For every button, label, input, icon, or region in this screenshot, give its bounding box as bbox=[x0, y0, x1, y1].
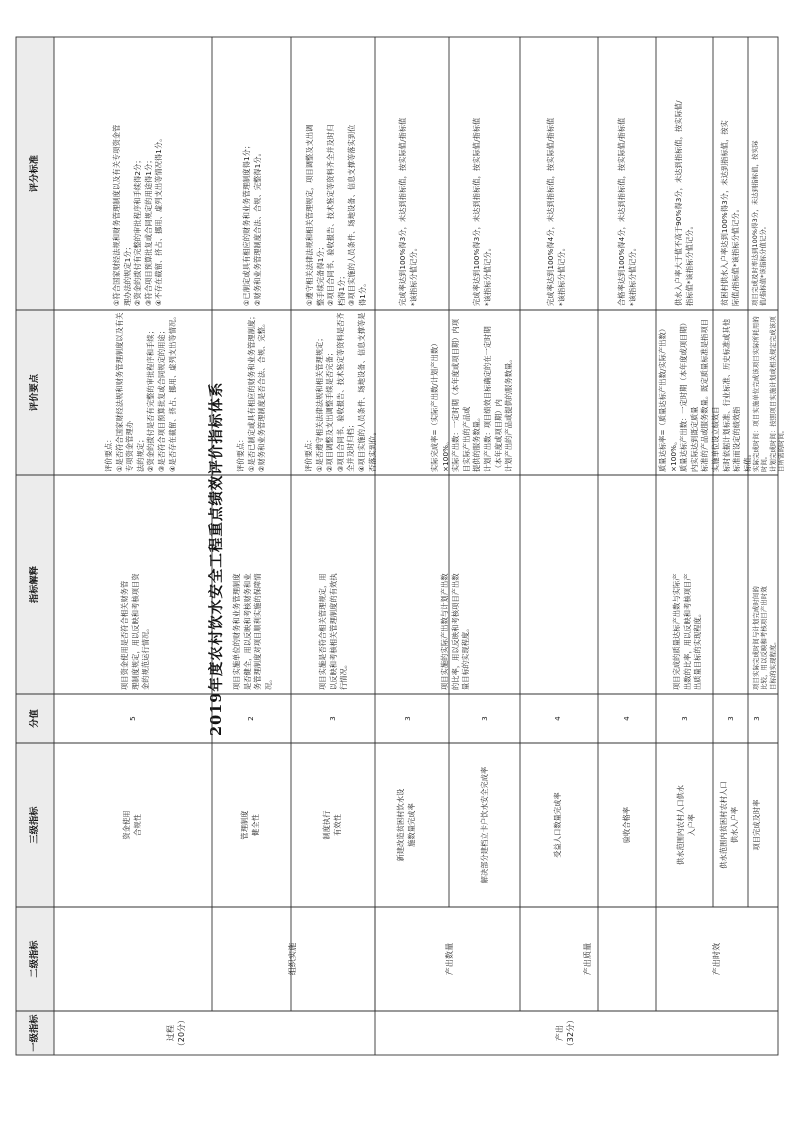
row-standard: ①已制定或具有相应的财务和业务管理制度得1分； ②财务和业务管理制度合法、合规、完整得1分。 bbox=[242, 141, 262, 306]
row-standard: 供水入户率大于值不高于90%得3分，未达到指标值，按实际值/ 指标值*该指标分值记分。 bbox=[674, 100, 694, 306]
row-score: 3 bbox=[328, 716, 337, 721]
document-title: 2019年度农村饮水安全工程重点绩效评价指标体系 bbox=[208, 381, 225, 736]
row-score: 5 bbox=[128, 716, 137, 721]
level2-output-quality: 产出质量 bbox=[583, 942, 592, 976]
row-standard: 完成率达到100%得3分，未达到指标值，按实际值/指标值 *该指标分值记分。 bbox=[472, 117, 492, 306]
header-level1: 一级指标 bbox=[29, 1014, 40, 1052]
row-l3: 管理制度 健全性 bbox=[240, 810, 260, 840]
header-score: 分值 bbox=[29, 709, 40, 728]
level1-output: 产出 （32分） bbox=[555, 1015, 575, 1051]
row-points: 实际完成时间：项目实施单位完成该项目实际所耗用的时间。 计划完成时间：按照项目实施计划或相关规定完成该项目所需的时间。 bbox=[752, 316, 786, 472]
level2-output-quantity: 产出数量 bbox=[445, 942, 454, 976]
header-scoring-standard: 评分标准 bbox=[29, 154, 40, 193]
row-score: 3 bbox=[403, 716, 412, 721]
level2-output-timeliness: 产出时效 bbox=[712, 942, 721, 976]
header-evaluation-points: 评价要点 bbox=[29, 373, 40, 412]
row-score: 3 bbox=[752, 716, 761, 721]
row-score: 4 bbox=[553, 716, 562, 721]
row-l3: 资金使用 合规性 bbox=[122, 810, 142, 840]
level2-organization: 组织实施 bbox=[288, 942, 297, 976]
row-l3: 制度执行 有效性 bbox=[322, 810, 342, 840]
row-standard: 合格率达到100%得4分，未达到指标值，按实际值/指标值 *该指标分值记分。 bbox=[617, 117, 637, 306]
row-points: 评价要点： ①是否符合国家财经法规和财务管理制度以及有关专项资金管理办 法的规定； ②资金的拨付是否有完整的审批程序和手续； ③是否符合项目预算批复或合同规定的用途； ④是否存在截留、挤占、挪用、虚列支出等情况。 bbox=[104, 312, 177, 472]
level1-process: 过程 （20分） bbox=[166, 1015, 186, 1051]
row-l3: 项目完成及时率 bbox=[752, 799, 761, 851]
row-l3: 解决部分建档立卡户饮水安全完成率 bbox=[480, 766, 489, 884]
row-standard: 项目完成及时率达到100%得3分，未达到指标值，按实际 值/指标值*该指标分值记分。 bbox=[751, 140, 768, 306]
row-score: 2 bbox=[246, 716, 255, 721]
row-l3: 受益人口数量完成率 bbox=[553, 792, 562, 858]
row-standard: ①符合国家财经法规和财务管理制度以及有关专项资金管 理办法的规定1分； ②资金的拨付有完整的审批程序和手续得2分； ③符合项目预算批复或合同规定的用途得1分； ④不存在截留、挤占、挪用、虚列支出等情况得1分。 bbox=[112, 124, 164, 306]
header-explanation: 指标解释 bbox=[29, 565, 40, 604]
row-explanation: 项目实施单位的财务和业务管理制度 是否健全，用以反映和考核财务和业 务管理制度对项目顺利实施的保障情 况。 bbox=[232, 573, 273, 690]
header-level2: 二级指标 bbox=[29, 940, 40, 978]
row-l3: 供水范围内贫困村农村人口 供水入户率 bbox=[719, 781, 739, 869]
row-points: 实际完成率=（实际产出数/计划产出数）×100%。 实际产出数：一定时期（本年度或项目期）内项目实际产出的产品或 提供的服务数量。 计划产出数：项目绩效目标确定的在一定时期（本年度或项目期）内 计划产出的产品或提供的服务数量。 bbox=[430, 318, 514, 472]
row-standard: 完成率达到100%得3分，未达到指标值，按实际值/指标值 *该指标分值记分。 bbox=[398, 117, 418, 306]
row-score: 3 bbox=[680, 716, 689, 721]
row-standard: ①遵守相关法律法规和相关管理规定，项目调整及支出调 整手续完备得1分； ②项目合同书、验收报告、技术鉴定等资料齐全并及时归 档得1分； ③项目实施的人员条件、场地设备、信息支撑等落实到位 得1分。 bbox=[305, 124, 367, 306]
row-standard: 贫困村供水入户率达到100%得3分，未达到指标值，按实 际值/指标值*该指标分值记分。 bbox=[720, 120, 740, 306]
row-explanation: 项目实施的实际产出数与计划产出数 的比率，用以反映和考核项目产出数 量目标的实现程度。 bbox=[440, 573, 471, 690]
row-points: 质量达标率=（质量达标产出数/实际产出数）×100%。 质量达标产出数：一定时期（本年度或项目期）内实际达到既定质量 标准的产品或服务数量。既定质量标准是指项目实施单位设立绩效目 标时依据计划标准、行业标准、历史标准或其他标准而设定的绩效指 标值。 bbox=[658, 318, 752, 472]
row-points: 评价要点： ①是否已制定或具有相应的财务和业务管理制度； ②财务和业务管理制度是否合法、合规、完整。 bbox=[236, 312, 267, 472]
row-score: 4 bbox=[622, 716, 631, 721]
header-level3: 三级指标 bbox=[29, 806, 40, 844]
row-points: 评价要点： ①是否遵守相关法律法规和相关管理规定； ②项目调整及支出调整手续是否完备； ③项目合同书、验收报告、技术鉴定等资料是否齐全并及时归档； ④项目实施的人员条件、场地设备、信息支撑等是否落实到位。 bbox=[304, 312, 377, 472]
row-l3: 新建改造贫困村饮水设 施数量完成率 bbox=[396, 788, 416, 862]
row-l3: 供水范围内农村人口供水 入户率 bbox=[676, 784, 696, 866]
row-explanation: 项目实施是否符合相关管理规定，用 以反映和考核相关管理制度的有效执 行情况。 bbox=[318, 573, 349, 690]
row-standard: 完成率达到100%得4分，未达到指标值，按实际值/指标值 *该指标分值记分。 bbox=[546, 117, 566, 306]
row-explanation: 项目资金使用是否符合相关财务管 理制度规定，用以反映和考核项目资 金的规范运行情况。 bbox=[120, 573, 151, 690]
row-score: 3 bbox=[480, 716, 489, 721]
row-explanation: 项目完成的质量达标产出数与实际产 出数的比率，用以反映和考核项目产 出质量目标的实现程度。 bbox=[672, 573, 703, 690]
row-explanation: 项目实际完成时间与计划完成时间的 比较，用以反映和考核项目产出时效 目标的实现程度。 bbox=[752, 586, 777, 690]
row-score: 3 bbox=[726, 716, 735, 721]
row-l3: 验收合格率 bbox=[622, 806, 631, 844]
